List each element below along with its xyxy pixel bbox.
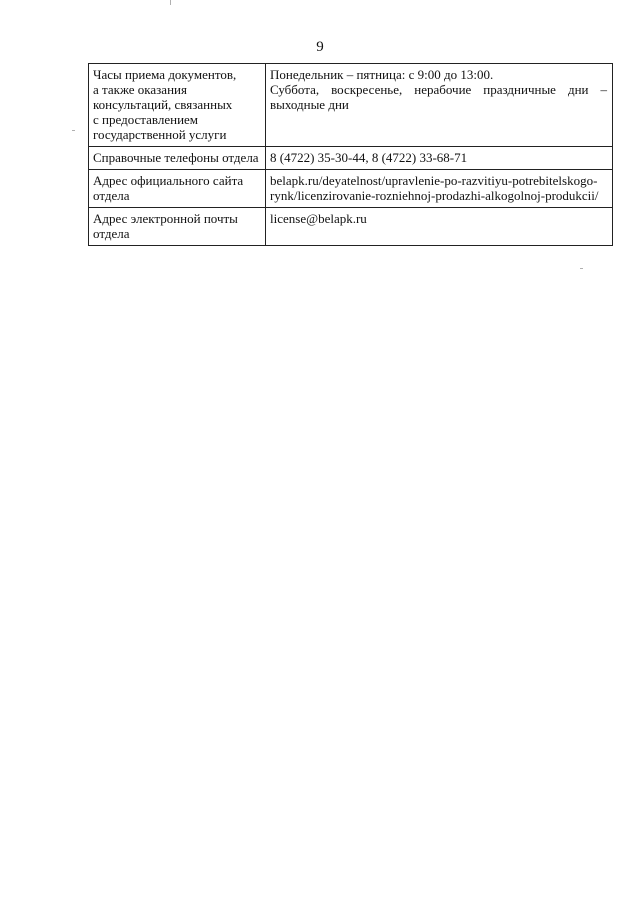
email-label-line-2: отдела	[93, 226, 130, 241]
reception-hours-weekend: Суббота, воскресенье, нерабочие праздничные дни –	[270, 82, 607, 97]
reception-hours-weekdays: Понедельник – пятница: с 9:00 до 13:00.	[270, 67, 494, 82]
website-value-cell	[266, 170, 613, 208]
scan-artifact-left	[72, 130, 75, 131]
contact-info-table	[88, 63, 613, 246]
website-label-cell	[89, 170, 266, 208]
phones-label-cell	[89, 147, 266, 170]
scan-artifact-top	[170, 0, 171, 5]
table-row-email	[89, 208, 613, 246]
reception-hours-label-line-3: консультаций, связанных	[93, 97, 233, 112]
website-label-line-2: отдела	[93, 188, 130, 203]
email-value-cell	[266, 208, 613, 246]
email-label-line-1: Адрес электронной почты	[93, 211, 238, 226]
website-label-line-1: Адрес официального сайта	[93, 173, 244, 188]
phones-value: 8 (4722) 35-30-44, 8 (4722) 33-68-71	[270, 150, 468, 165]
email-label-cell	[89, 208, 266, 246]
table-row-reception-hours	[89, 64, 613, 147]
page-number: 9	[316, 39, 324, 55]
reception-hours-label-line-2: а также оказания	[93, 82, 187, 97]
reception-hours-days-off: выходные дни	[270, 97, 349, 112]
phones-label: Справочные телефоны отдела	[93, 150, 259, 165]
reception-hours-label-line-4: с предоставлением	[93, 112, 199, 127]
scan-artifact-right	[580, 268, 583, 269]
phones-value-cell	[266, 147, 613, 170]
reception-hours-label-line-5: государственной услуги	[93, 127, 227, 142]
table-row-website	[89, 170, 613, 208]
reception-hours-label-cell	[89, 64, 266, 147]
table-row-phones	[89, 147, 613, 170]
website-url-line-1: belapk.ru/deyatelnost/upravlenie-po-razvitiyu-potrebitelskogo-	[270, 173, 598, 188]
reception-hours-label-line-1: Часы приема документов,	[93, 67, 237, 82]
email-value: license@belapk.ru	[270, 211, 367, 226]
reception-hours-value-cell	[266, 64, 613, 147]
website-url-line-2: rynk/licenzirovanie-rozniehnoj-prodazhi-alkogolnoj-produkcii/	[270, 188, 599, 203]
